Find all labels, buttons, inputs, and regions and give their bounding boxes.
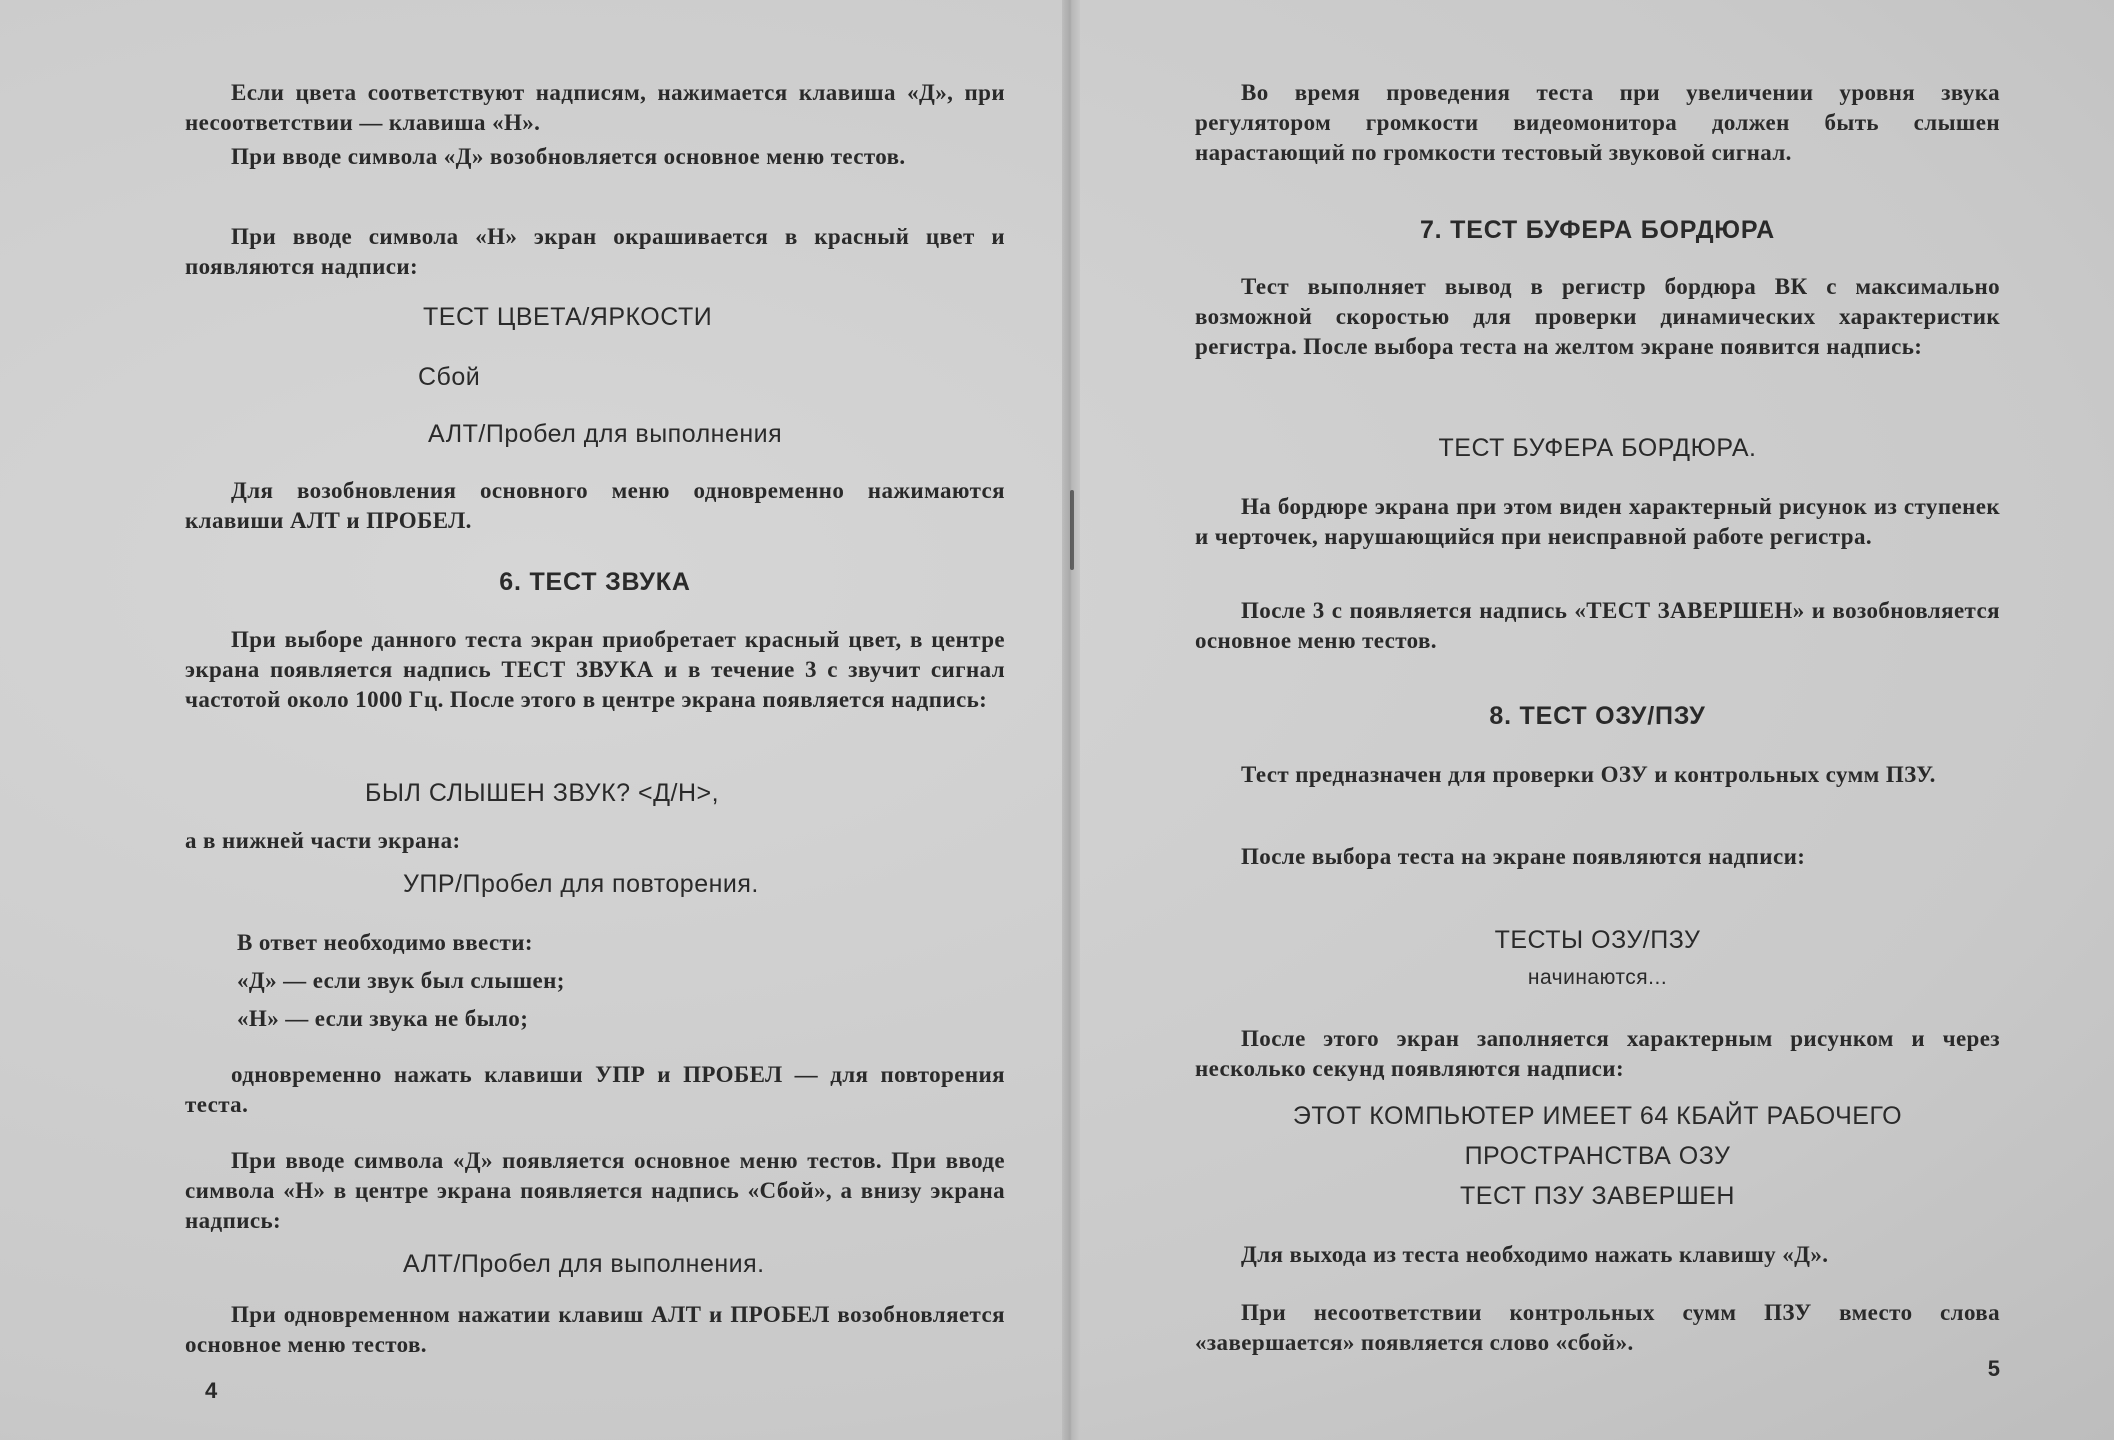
paragraph: Тест предназначен для проверки ОЗУ и контрольных сумм ПЗУ. [1241,762,1936,787]
screen-text: ТЕСТ ЦВЕТА/ЯРКОСТИ [423,303,713,331]
paragraph: Тест выполняет вывод в регистр бордюра ВК с максимально возможной скоростью для проверки динамических характеристик регистра. После выбора теста на желтом экране появится надпись: [1195,274,2000,359]
screen-text: начинаются... [1527,966,1668,989]
paragraph: В ответ необходимо ввести: [237,930,533,955]
screen-text: АЛТ/Пробел для выполнения. [403,1250,765,1278]
screen-text: ЭТОТ КОМПЬЮТЕР ИМЕЕТ 64 КБАЙТ РАБОЧЕГО [1292,1102,1903,1130]
screen-text: УПР/Пробел для повторения. [403,870,759,898]
paragraph: «Н» — если звука не было; [237,1006,529,1031]
paragraph: Для возобновления основного меню одновременно нажимаются клавиши АЛТ и ПРОБЕЛ. [185,478,1005,533]
paragraph: Если цвета соответствуют надписям, нажимается клавиша «Д», при несоответствии — клавиша «Н». [185,80,1005,135]
paragraph: При выборе данного теста экран приобретает красный цвет, в центре экрана появляется надпись ТЕСТ ЗВУКА и в течение 3 с звучит сигнал частотой около 1000 Гц. После этого в центре экрана появляется надпись: [185,627,1005,712]
paragraph: На бордюре экрана при этом виден характерный рисунок из ступенек и черточек, нарушающийся при неисправной работе регистра. [1195,494,2000,549]
paragraph: одновременно нажать клавиши УПР и ПРОБЕЛ — для повторения теста. [185,1062,1005,1117]
paragraph: После выбора теста на экране появляются надписи: [1241,844,1806,869]
screen-text: БЫЛ СЛЫШЕН ЗВУК? <Д/Н>, [365,779,720,807]
section-heading: 7. ТЕСТ БУФЕРА БОРДЮРА [1419,216,1776,244]
section-heading: 6. ТЕСТ ЗВУКА [499,568,691,596]
staple-mark [1070,490,1074,570]
paragraph: При одновременном нажатии клавиш АЛТ и ПРОБЕЛ возобновляется основное меню тестов. [185,1302,1005,1357]
paragraph: После 3 с появляется надпись «ТЕСТ ЗАВЕРШЕН» и возобновляется основное меню тестов. [1195,598,2000,653]
paragraph: При вводе символа «Н» экран окрашивается в красный цвет и появляются надписи: [185,224,1005,279]
right-page [1195,0,2000,1440]
book-spine [1062,0,1080,1440]
screen-text: ТЕСТ БУФЕРА БОРДЮРА. [1438,434,1757,462]
paragraph: Во время проведения теста при увеличении уровня звука регулятором громкости видеомонитора должен быть слышен нарастающий по громкости тестовый звуковой сигнал. [1195,80,2000,165]
paragraph: а в нижней части экрана: [185,828,461,853]
left-page [185,0,1005,1440]
screen-text: ПРОСТРАНСТВА ОЗУ [1464,1142,1731,1170]
screen-text: ТЕСТЫ ОЗУ/ПЗУ [1494,926,1701,954]
page-number: 5 [1987,1356,2000,1381]
screen-text: ТЕСТ ПЗУ ЗАВЕРШЕН [1460,1182,1735,1210]
paragraph: «Д» — если звук был слышен; [237,968,565,993]
paragraph: При несоответствии контрольных сумм ПЗУ вместо слова «завершается» появляется слово «сбой». [1195,1300,2000,1355]
page-number: 4 [205,1378,218,1403]
screen-text: Сбой [418,363,481,391]
screen-text: АЛТ/Пробел для выполнения [428,420,783,448]
paragraph: При вводе символа «Д» появляется основное меню тестов. При вводе символа «Н» в центре экрана появляется надпись «Сбой», а внизу экрана надпись: [185,1148,1005,1233]
paragraph: Для выхода из теста необходимо нажать клавишу «Д». [1241,1242,1829,1267]
section-heading: 8. ТЕСТ ОЗУ/ПЗУ [1489,702,1706,730]
paragraph: После этого экран заполняется характерным рисунком и через несколько секунд появляются надписи: [1195,1026,2000,1081]
paragraph: При вводе символа «Д» возобновляется основное меню тестов. [231,144,906,169]
